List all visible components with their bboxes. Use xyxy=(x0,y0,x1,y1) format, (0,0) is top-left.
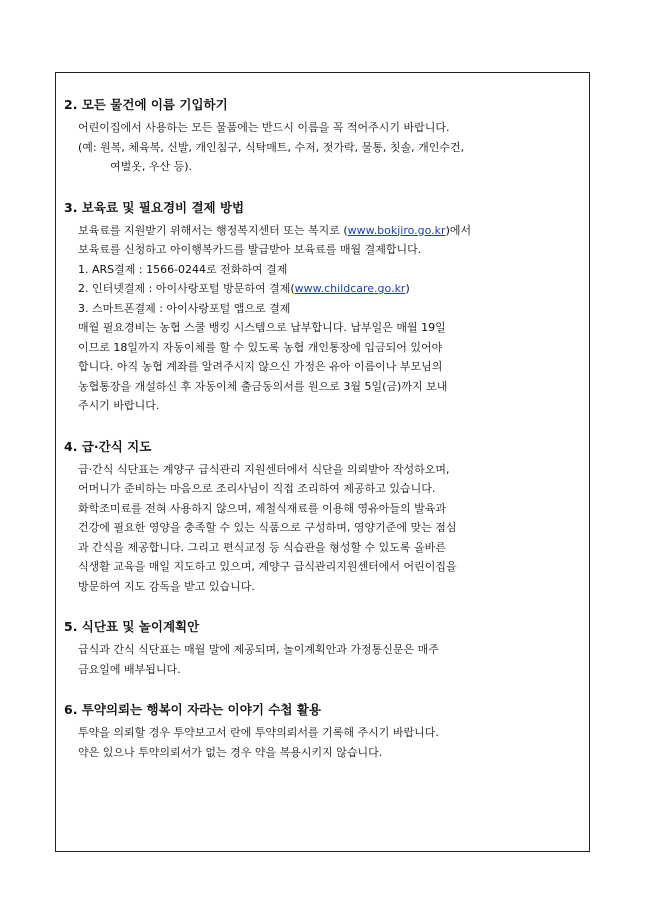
section-name-labels xyxy=(64,96,586,177)
document-content xyxy=(64,96,586,784)
section-title: 3. 보육료 및 필요경비 결제 방법 xyxy=(64,199,245,215)
paragraph-line: 매월 필요경비는 농협 스쿨 뱅킹 시스템으로 납부합니다. 납부일은 매월 19일 xyxy=(78,321,446,334)
text-span: )에서 xyxy=(445,223,472,237)
bokjiro-link[interactable]: www.bokjiro.go.kr xyxy=(347,223,446,237)
section-meals xyxy=(64,438,586,597)
paragraph-line: 급·간식 식단표는 계양구 급식관리 지원센터에서 식단을 의뢰받아 작성하오며, xyxy=(78,462,450,476)
paragraph-line: 이므로 18일까지 자동이체를 할 수 있도록 농협 개인통장에 입금되어 있어야 xyxy=(78,340,443,354)
paragraph-line: 과 간식을 제공합니다. 그리고 편식교정 등 식습관을 형성할 수 있도록 올바른 xyxy=(78,540,446,554)
paragraph-line: 농협통장을 개설하신 후 자동이체 출금동의서를 원으로 3월 5일(금)까지 보내 xyxy=(78,379,448,393)
section-payment xyxy=(64,199,586,416)
paragraph-line: 급식과 간식 식단표는 매월 말에 제공되며, 놀이계획안과 가정통신문은 매주 xyxy=(78,643,439,656)
list-item: 1. ARS결제 : 1566-0244로 전화하여 결제 xyxy=(78,262,288,276)
section-title: 4. 급·간식 지도 xyxy=(64,438,152,454)
paragraph-line: 건강에 필요한 영양을 충족할 수 있는 식품으로 구성하며, 영양기준에 맞는 점심 xyxy=(78,521,457,534)
text-span: ) xyxy=(405,282,410,295)
paragraph-line: 방문하여 지도 감독을 받고 있습니다. xyxy=(78,579,255,593)
paragraph-line: 식생활 교육을 매일 지도하고 있으며, 계양구 급식관리지원센터에서 어린이집을 xyxy=(78,560,457,573)
list-item: 3. 스마트폰결제 : 아이사랑포털 앱으로 결제 xyxy=(78,301,291,315)
text-span: 2. 인터넷결제 : 아이사랑포털 방문하여 결제( xyxy=(78,282,295,295)
paragraph-line: 화학조미료를 전혀 사용하지 않으며, 제철식재료를 이용해 영유아들의 발육과 xyxy=(78,501,447,515)
section-title: 6. 투약의뢰는 행복이 자라는 이야기 수첩 활용 xyxy=(64,702,321,717)
section-title: 5. 식단표 및 놀이계획안 xyxy=(64,619,200,634)
paragraph-line xyxy=(64,221,586,241)
paragraph-line: 주시기 바랍니다. xyxy=(78,399,160,412)
paragraph-line: 보육료를 신청하고 아이행복카드를 발급받아 보육료를 매월 결제합니다. xyxy=(78,243,422,256)
section-title: 2. 모든 물건에 이름 기입하기 xyxy=(64,97,228,112)
paragraph-line: 합니다. 아직 농협 계좌를 알려주시지 않으신 가정은 유아 이름이나 부모님의 xyxy=(78,360,443,373)
text-span: 보육료를 지원받기 위해서는 행정복지센터 또는 복지로 ( xyxy=(78,223,348,237)
childcare-link[interactable]: www.childcare.go.kr xyxy=(294,282,406,295)
paragraph-line: 어린이집에서 사용하는 모든 물품에는 반드시 이름을 꼭 적어주시기 바랍니다. xyxy=(78,121,450,134)
paragraph-line: 어머니가 준비하는 마음으로 조리사님이 직접 조리하여 제공하고 있습니다. xyxy=(78,482,436,495)
paragraph-line: 약은 있으나 투약의뢰서가 없는 경우 약을 복용시키지 않습니다. xyxy=(78,745,383,759)
paragraph-line: (예: 원복, 체육복, 신발, 개인침구, 식탁매트, 수저, 젓가락, 물통, 칫솔, 개인수건, xyxy=(78,140,465,154)
paragraph-line: 투약을 의뢰할 경우 투약보고서 란에 투약의뢰서를 기록해 주시기 바랍니다. xyxy=(78,726,439,739)
paragraph-line: 여벌옷, 우산 등). xyxy=(110,160,193,173)
list-item xyxy=(64,279,586,299)
section-medication xyxy=(64,701,586,762)
paragraph-line: 금요일에 배부됩니다. xyxy=(78,662,181,676)
section-menu-plan xyxy=(64,618,586,679)
